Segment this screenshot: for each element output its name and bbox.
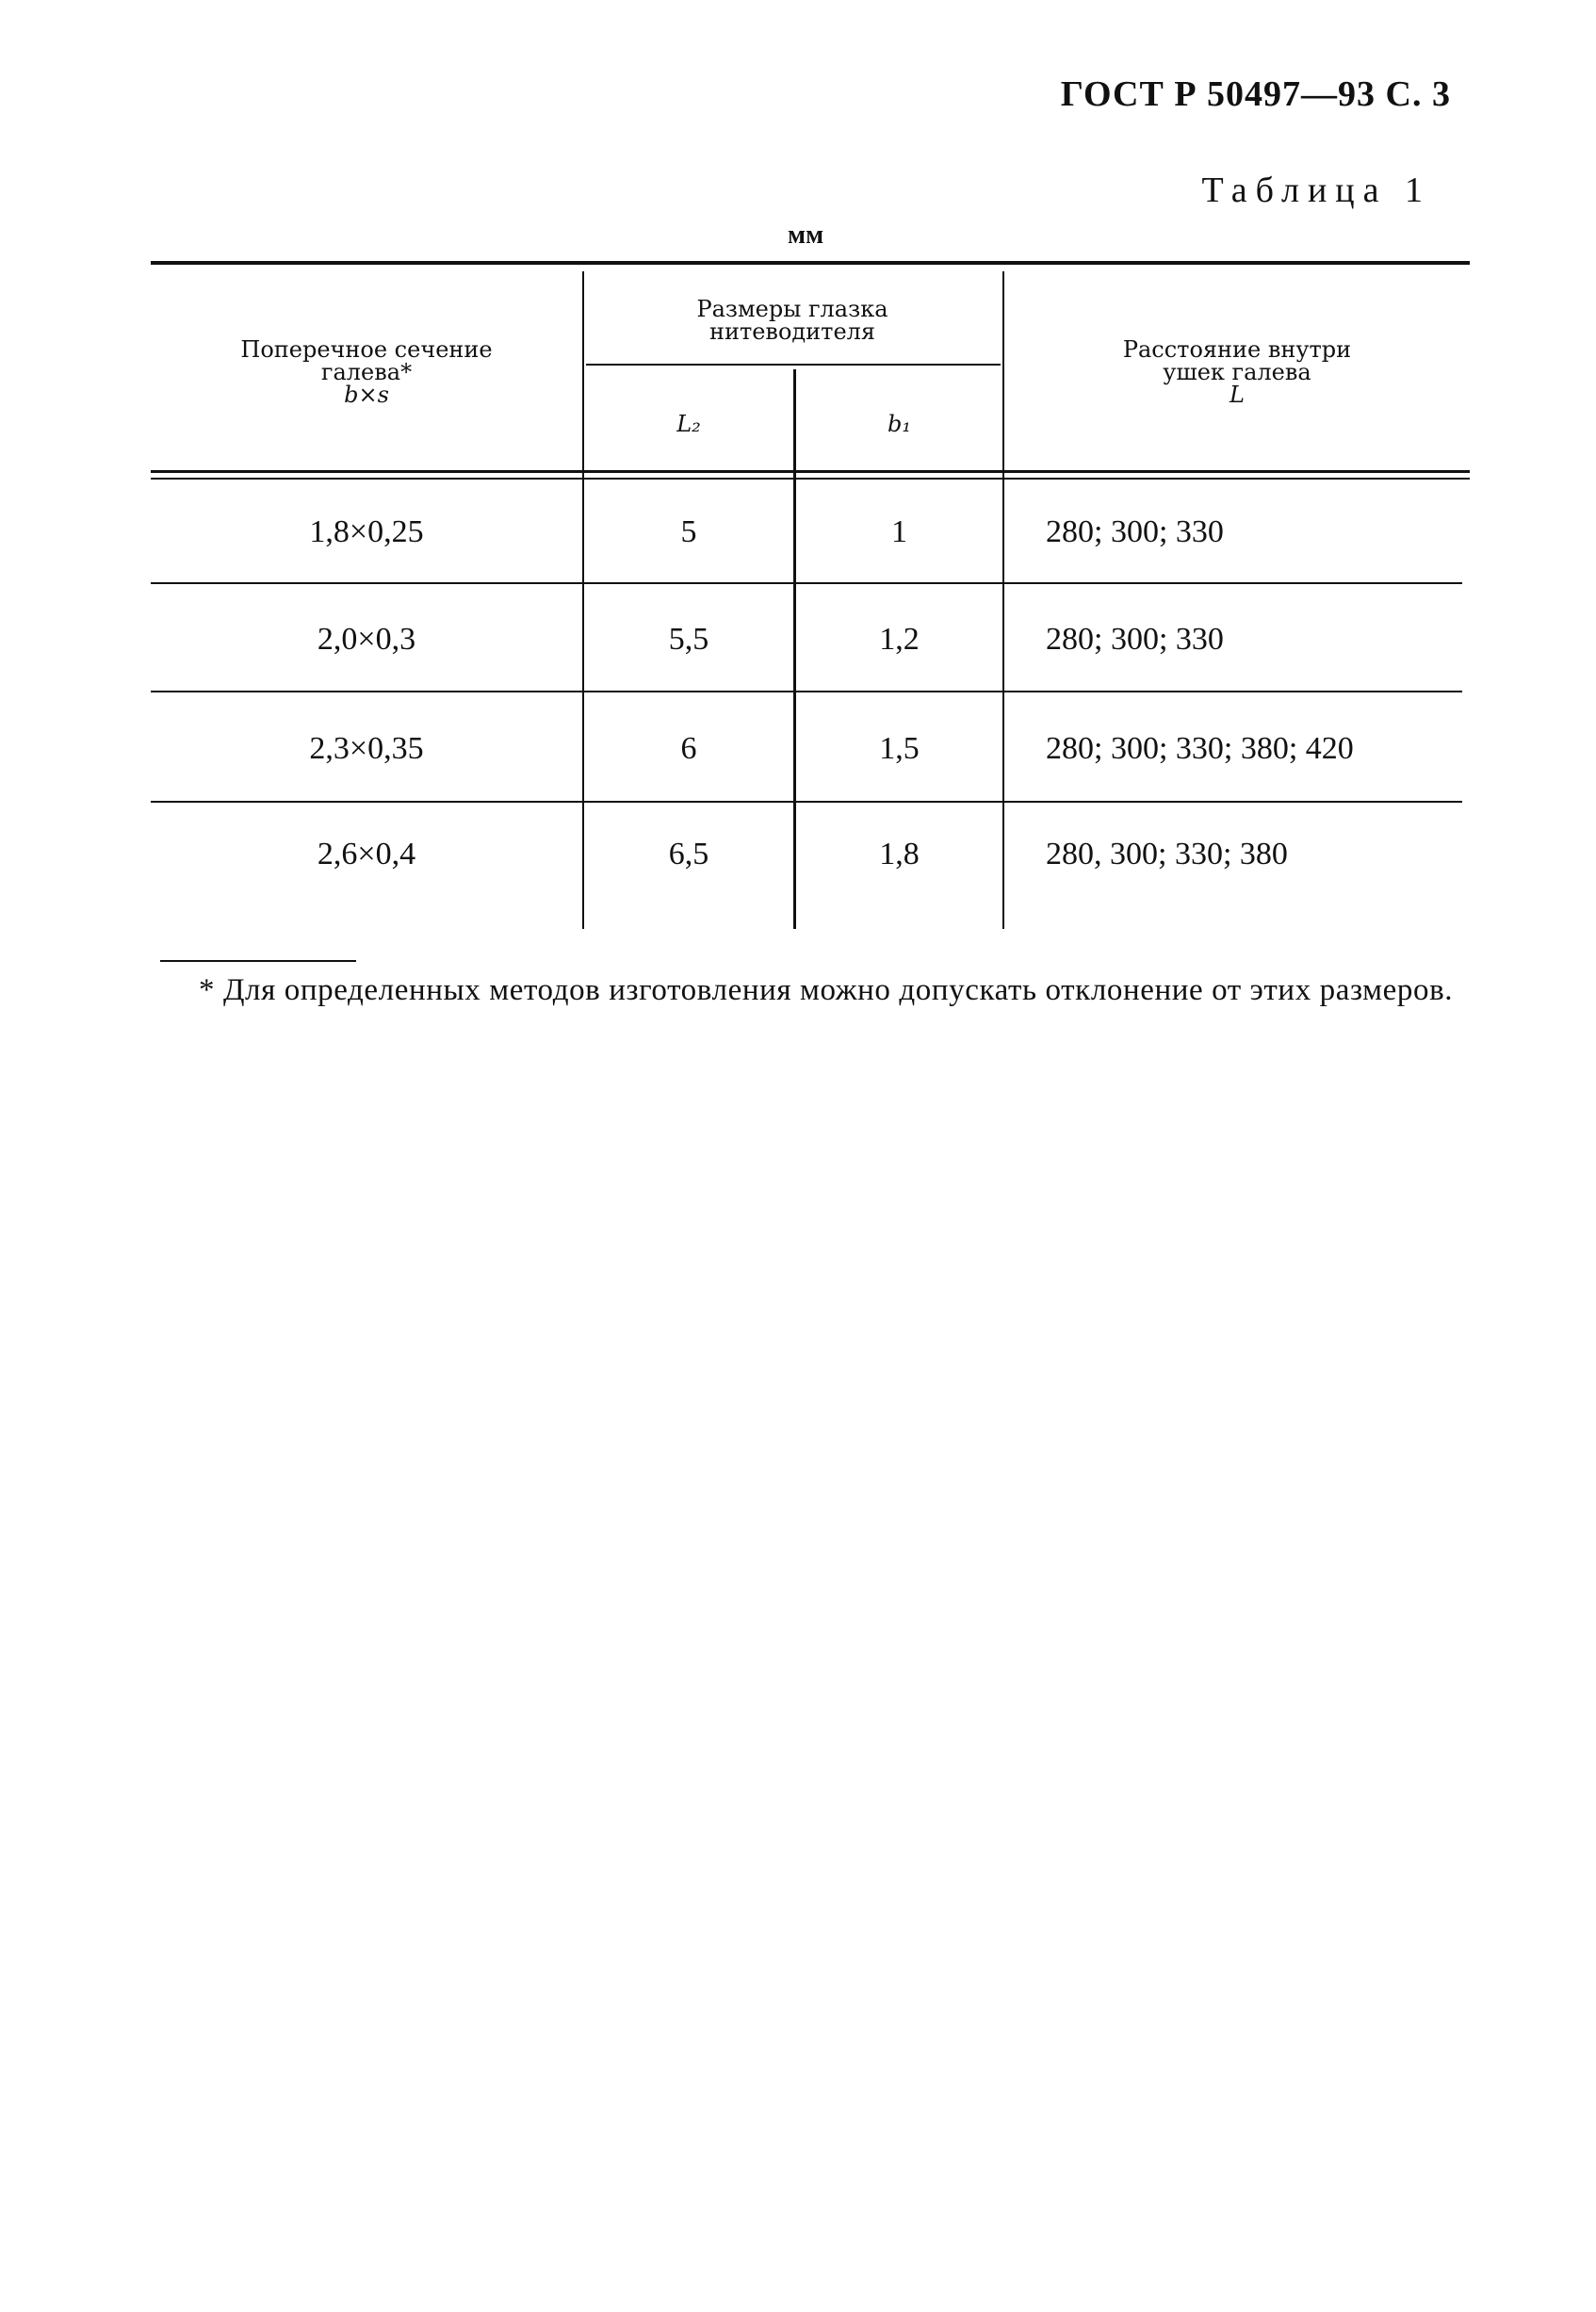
row-rule-3: [151, 801, 1462, 803]
header-eye-size-line2: нитеводителя: [708, 318, 876, 345]
table-cell-section: 2,3×0,35: [309, 731, 424, 766]
footnote: * Для определенных методов изготовления можно допускать отклонение от этих размеров.: [199, 973, 1454, 1007]
header-bottom-rule-2: [151, 478, 1470, 480]
header-distance-line1: Расстояние внутри: [1122, 336, 1352, 363]
table-top-rule: [151, 261, 1470, 265]
table-cell-distance: 280; 300; 330: [1046, 622, 1224, 657]
eye-size-divider: [586, 364, 1001, 366]
table-cell-distance: 280; 300; 330; 380; 420: [1046, 731, 1354, 766]
table-cell-l2: 6: [680, 731, 697, 766]
footnote-rule: [160, 960, 356, 962]
header-l2: L₂: [676, 411, 701, 437]
table-cell-l2: 6,5: [668, 837, 709, 871]
table-cell-distance: 280; 300; 330: [1046, 514, 1224, 549]
header-cross-section-line1: Поперечное сечение: [240, 336, 493, 363]
table-cell-l2: 5,5: [668, 622, 709, 657]
header-eye-size: [584, 283, 1001, 358]
table-cell-b1: 1,8: [879, 837, 920, 871]
header-eye-size-line1: Размеры глазка: [696, 296, 888, 322]
row-rule-1: [151, 582, 1462, 584]
row-rule-2: [151, 691, 1462, 692]
header-cross-section-symbol: b×s: [344, 382, 389, 408]
table-cell-b1: 1,2: [879, 622, 920, 657]
table-cell-distance: 280, 300; 330; 380: [1046, 837, 1288, 871]
table-cell-b1: 1,5: [879, 731, 920, 766]
page-header: ГОСТ Р 50497—93 С. 3: [1060, 74, 1451, 114]
header-cross-section: [151, 320, 582, 424]
header-distance-line2: ушек галева: [1163, 359, 1311, 385]
header-cross-section-line2: галева*: [320, 359, 413, 385]
header-distance: [1004, 320, 1470, 424]
table-cell-section: 2,6×0,4: [317, 837, 416, 871]
units-label: мм: [788, 220, 824, 250]
header-bottom-rule: [151, 470, 1470, 473]
header-b1: b₁: [888, 411, 911, 437]
table-cell-section: 1,8×0,25: [309, 514, 424, 549]
header-distance-symbol: L: [1230, 382, 1245, 408]
table-cell-l2: 5: [680, 514, 697, 549]
table-title: Таблица 1: [1201, 171, 1431, 210]
table-cell-b1: 1: [891, 514, 907, 549]
table-cell-section: 2,0×0,3: [317, 622, 416, 657]
